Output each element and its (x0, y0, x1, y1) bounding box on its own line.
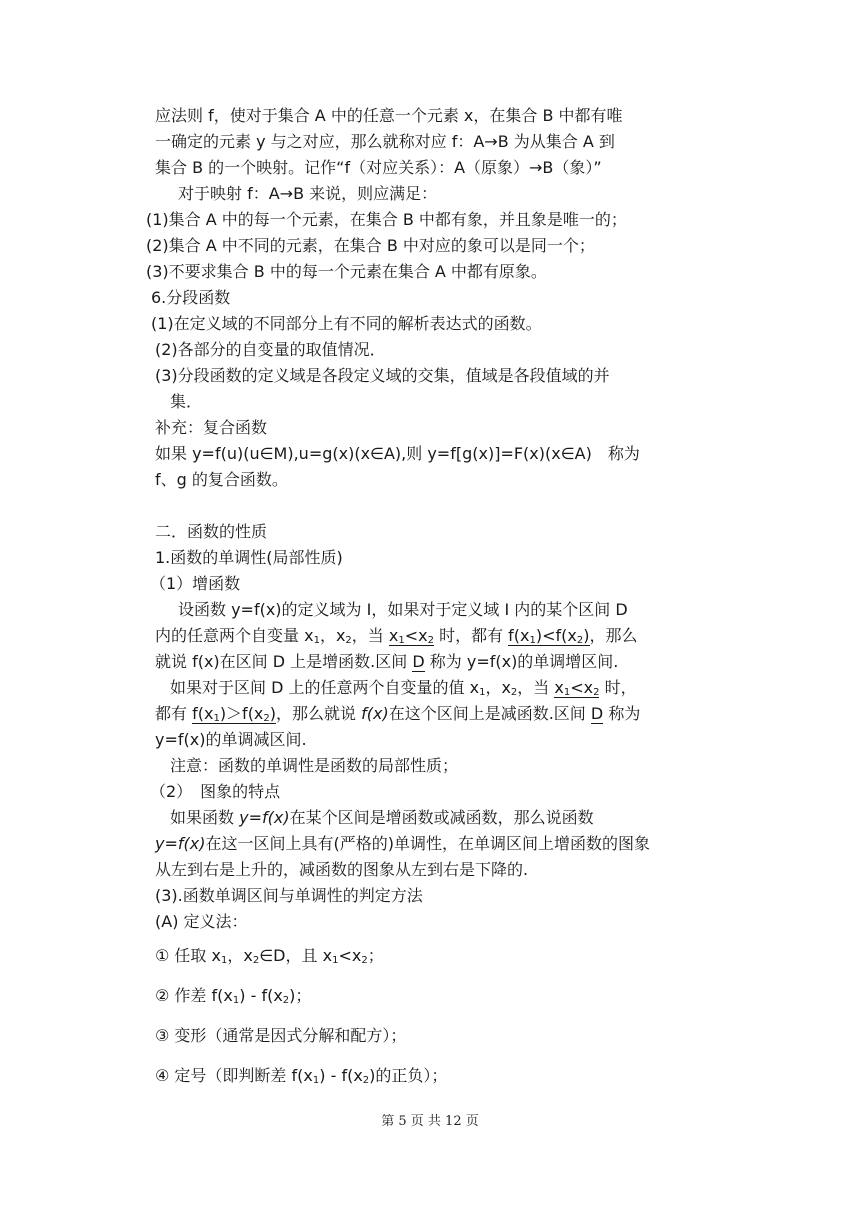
step-item: ④ 定号（即判断差 $f(x_1) - f(x_2)$的正负）； (155, 1066, 448, 1086)
text-line: 从左到右是上升的，减函数的图象从左到右是下降的. (155, 860, 529, 879)
subsection-heading: 1.函数的单调性(局部性质) (155, 548, 343, 567)
section-heading: 二．函数的性质 (155, 522, 268, 541)
step-item: ① 任取 $x_1$，$x_2\in D$，且 $x_1<x_2$； (155, 946, 384, 966)
text-line: 应法则 f，使对于集合 A 中的任意一个元素 x，在集合 B 中都有唯 (155, 106, 623, 125)
step-item: ③ 变形（通常是因式分解和配方）； (155, 1026, 407, 1045)
page-footer: 第 5 页 共 12 页 (381, 1114, 479, 1129)
text-line: y=f(x)在这一区间上具有(严格的)单调性，在单调区间上增函数的图象 (155, 834, 650, 853)
subsection-heading: （1）增函数 (150, 574, 241, 593)
text-line: f、g 的复合函数。 (155, 470, 288, 489)
text-line: 内的任意两个自变量 $x_1$，$x_2$，当 $x_1<x_2$ 时，都有 $f(x_1)<f(x_2)$，那么 (155, 626, 638, 646)
text-line: 设函数 y=f(x)的定义域为 I，如果对于定义域 I 内的某个区间 D (178, 600, 628, 619)
text-line: 补充：复合函数 (155, 418, 268, 437)
text-line: 都有 $f(x_1)>f(x_2)$，那么就说 f(x)在这个区间上是减函数.区间 D 称为 (155, 704, 641, 724)
text-line: 如果对于区间 D 上的任意两个自变量的值 $x_1$，$x_2$，当 $x_1<x_2$ 时， (170, 678, 637, 698)
text-line: (2)集合 A 中不同的元素，在集合 B 中对应的象可以是同一个； (146, 236, 595, 255)
text-line: 对于映射 f：A→B 来说，则应满足： (178, 184, 438, 203)
subsection-heading: （2） 图象的特点 (150, 782, 281, 801)
text-line: 如果 y=f(u)(u∈M),u=g(x)(x∈A),则 y=f[g(x)]=F(x)(x∈A) 称为 (155, 444, 640, 463)
text-line: (1)在定义域的不同部分上有不同的解析表达式的函数。 (151, 314, 542, 333)
text-line: 集． (170, 392, 203, 411)
text-line: 注意：函数的单调性是函数的局部性质； (170, 756, 459, 775)
text-line: (2)各部分的自变量的取值情况． (155, 340, 386, 359)
text-line: 一确定的元素 y 与之对应，那么就称对应 f：A→B 为从集合 A 到 (155, 132, 615, 151)
text-line: 就说 f(x)在区间 D 上是增函数.区间 D 称为 y=f(x)的单调增区间. (155, 652, 619, 671)
text-line: y=f(x)的单调减区间. (155, 730, 307, 749)
text-line: (3)不要求集合 B 中的每一个元素在集合 A 中都有原象。 (146, 262, 547, 281)
text-line: (3).函数单调区间与单调性的判定方法 (155, 886, 423, 905)
step-item: ② 作差 $f(x_1) - f(x_2)$； (155, 986, 312, 1006)
text-line: 如果函数 y=f(x)在某个区间是增函数或减函数，那么说函数 (170, 808, 594, 827)
text-line: (1)集合 A 中的每一个元素，在集合 B 中都有象，并且象是唯一的； (146, 210, 627, 229)
section-heading: 6.分段函数 (151, 288, 231, 307)
text-line: (A) 定义法： (155, 912, 248, 931)
text-line: (3)分段函数的定义域是各段定义域的交集，值域是各段值域的并 (155, 366, 610, 385)
text-line: 集合 B 的一个映射。记作“f（对应关系）：A（原象）→B（象）” (155, 158, 602, 177)
